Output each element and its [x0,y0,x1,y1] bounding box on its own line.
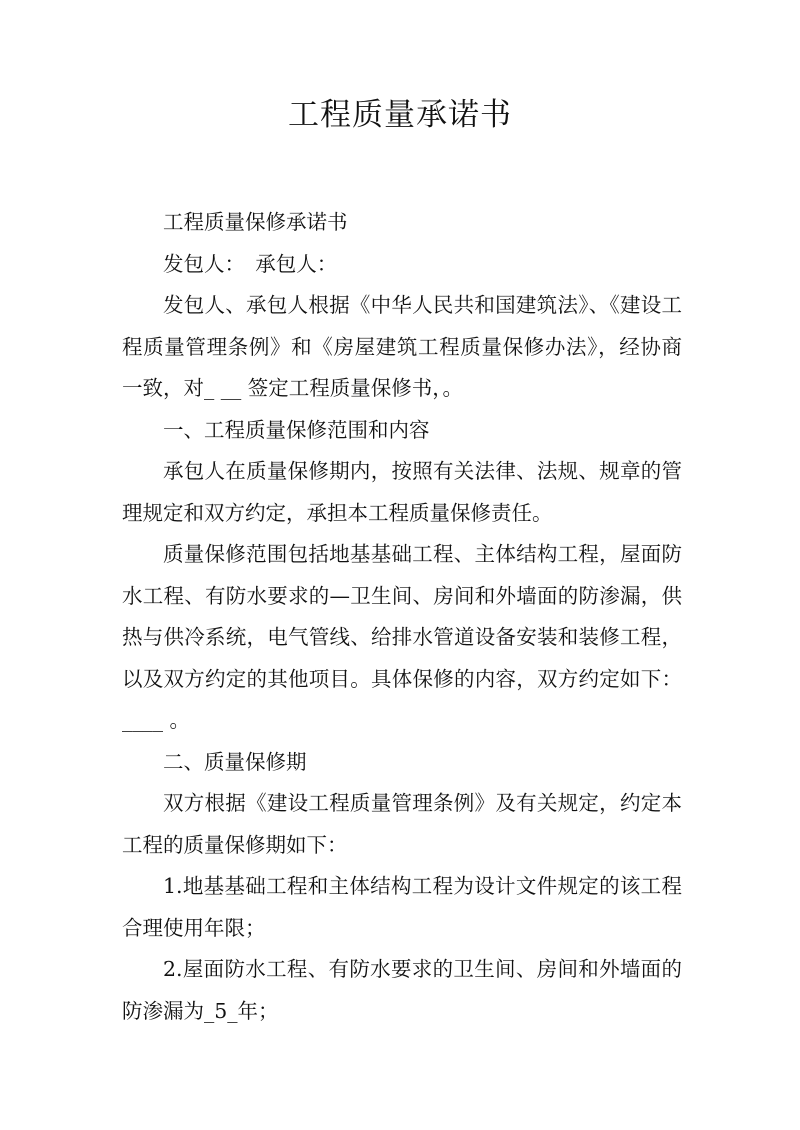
document-body [122,202,682,1032]
list-item-1: 1.地基基础工程和主体结构工程为设计文件规定的该工程合理使用年限； [122,874,682,940]
paragraph-responsibility: 承包人在质量保修期内，按照有关法律、法规、规章的管理规定和双方约定，承担本工程质量保修责任。 [122,459,682,525]
paragraph-scope: 质量保修范围包括地基基础工程、主体结构工程，屋面防水工程、有防水要求的—卫生间、房间和外墙面的防渗漏，供热与供冷系统，电气管线、给排水管道设备安装和装修工程，以及双方约定的其他项目。具体保修的内容，双方约定如下：____ 。 [122,542,682,732]
paragraph-period-intro: 双方根据《建设工程质量管理条例》及有关规定，约定本工程的质量保修期如下： [122,791,682,857]
paragraph-intro: 发包人、承包人根据《中华人民共和国建筑法》、《建设工程质量管理条例》和《房屋建筑工程质量保修办法》，经协商一致，对_ __ 签定工程质量保修书，。 [122,293,682,400]
paragraph-subtitle: 工程质量保修承诺书 [163,210,348,234]
paragraph-parties: 发包人： 承包人： [163,251,338,276]
list-item-2: 2.屋面防水工程、有防水要求的卫生间、房间和外墙面的防渗漏为_5_年； [122,957,682,1023]
section-heading-period: 二、质量保修期 [163,749,307,774]
document-title: 工程质量承诺书 [288,97,512,133]
section-heading-scope: 一、工程质量保修范围和内容 [163,417,430,442]
